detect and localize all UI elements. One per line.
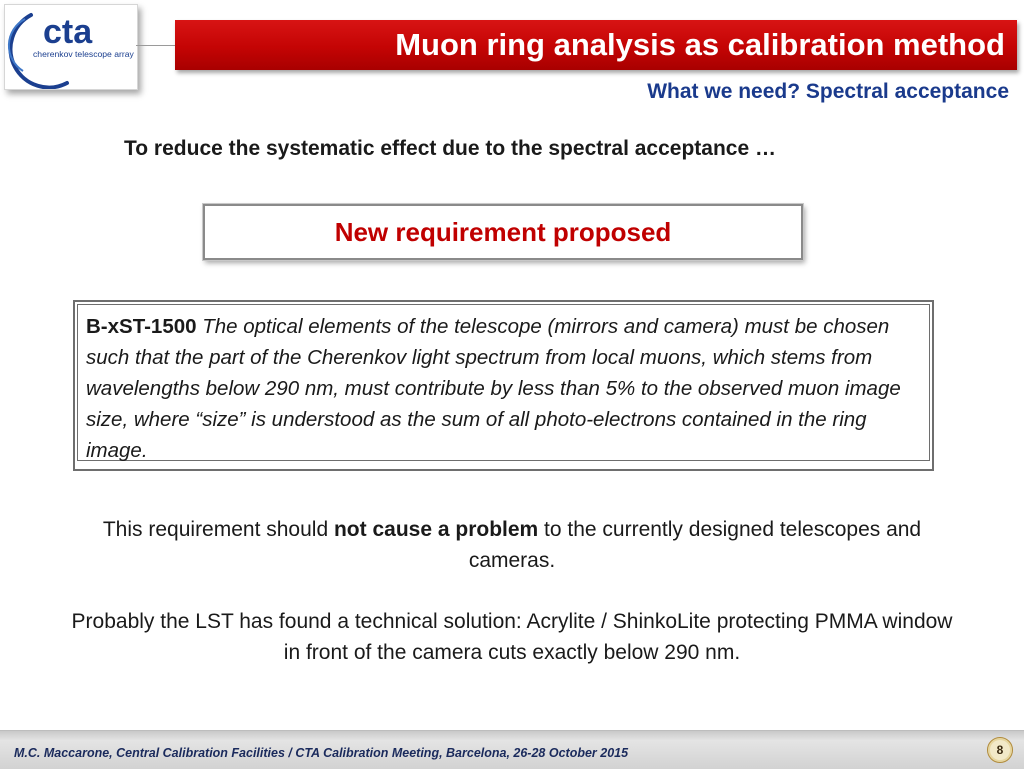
statement-1-after: to the currently designed telescopes and cameras. xyxy=(468,518,922,572)
requirement-text: The optical elements of the telescope (mirrors and camera) must be chosen such that the part of the Cherenkov light spectrum from local muons, which stems from wavelengths below 290 nm, must contribute by less than 5% to the observed muon image size, where “size” is understood as the sum of all photo-electrons contained in the ring image. xyxy=(86,315,901,462)
page-number-badge: 8 xyxy=(987,737,1013,763)
requirement-box xyxy=(73,300,934,471)
requirement-code: B-xST-1500 xyxy=(86,315,197,338)
logo-tagline: cherenkov telescope array xyxy=(33,49,134,59)
footer-bar xyxy=(0,730,1024,769)
statement-1-before: This requirement should xyxy=(102,518,334,541)
cta-logo-mark xyxy=(5,5,137,89)
proposal-text: New requirement proposed xyxy=(334,217,672,247)
statement-1-bold: not cause a problem xyxy=(333,518,539,541)
header-divider-line xyxy=(136,45,176,46)
title-bar xyxy=(175,20,1017,70)
intro-text: To reduce the systematic effect due to the spectral acceptance … xyxy=(124,137,776,160)
logo-wordmark: cta xyxy=(43,13,93,51)
slide-subtitle: What we need? Spectral acceptance xyxy=(647,80,1009,103)
slide-title: Muon ring analysis as calibration method xyxy=(395,27,1005,62)
footer-text: M.C. Maccarone, Central Calibration Facilities / CTA Calibration Meeting, Barcelona, 26-28 October 2015 xyxy=(14,746,629,760)
statement-lst-solution: Probably the LST has found a technical solution: Acrylite / ShinkoLite protecting PMMA window in front of the camera cuts exactly below 290 nm. xyxy=(71,610,953,664)
proposal-box xyxy=(203,204,803,260)
requirement-content xyxy=(77,304,930,461)
statement-no-problem xyxy=(62,514,962,576)
cta-logo xyxy=(4,4,138,90)
